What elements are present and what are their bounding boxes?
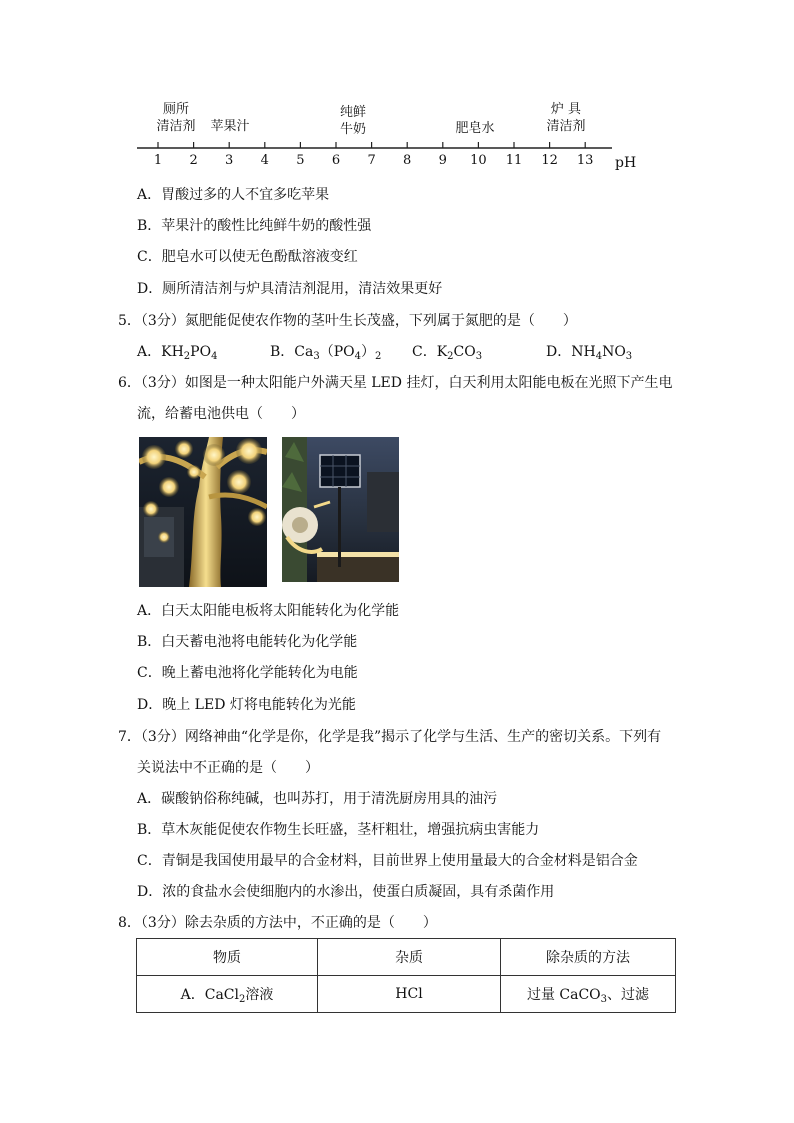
solar-panel-photo [282, 437, 399, 582]
ph-label-line: 苹果汁 [210, 119, 250, 134]
formula-sub: 3 [313, 351, 320, 362]
q4-option-c: C．肥皂水可以使无色酚酞溶液变红 [137, 249, 358, 265]
q7-option-a: A．碳酸钠俗称纯碱，也叫苏打，用于清洗厨房用具的油污 [137, 791, 498, 807]
ph-label-line: 清洁剂 [546, 119, 586, 134]
q5-option-a [137, 342, 217, 367]
ph-label-line: 牛奶 [339, 122, 367, 137]
q6-stem-line2: 流，给蓄电池供电（ ） [137, 406, 305, 422]
ph-label-line: 炉 具 [550, 102, 582, 117]
formula-part: ） [361, 344, 376, 360]
formula-sub: 2 [238, 993, 246, 1005]
q4-option-b: B．苹果汁的酸性比纯鲜牛奶的酸性强 [137, 218, 372, 234]
q7-stem-line1: 7．（3分）网络神曲“化学是你，化学是我”揭示了化学与生活、生产的密切关系。下列有 [118, 729, 662, 745]
q6-option-c: C．晚上蓄电池将化学能转化为电能 [137, 665, 358, 681]
q6-stem-line1: 6．（3分）如图是一种太阳能户外满天星 LED 挂灯，白天利用太阳能电板在光照下产生电 [118, 375, 673, 391]
formula-part: 、过滤 [607, 986, 650, 1003]
formula-sub: 4 [595, 351, 603, 362]
ph-tick-label: 1 [153, 153, 163, 168]
formula-sub: 3 [625, 351, 633, 362]
formula-part: 溶液 [245, 986, 274, 1003]
table-row [137, 976, 676, 1013]
q5-option-c [412, 342, 482, 367]
q7-option-c: C．青铜是我国使用最早的合金材料，目前世界上使用量最大的合金材料是铝合金 [137, 853, 638, 869]
formula-sub: 2 [183, 351, 191, 362]
ph-axis-label: pH [615, 155, 637, 171]
ph-axis [0, 0, 794, 180]
ph-tick-label: 2 [189, 153, 198, 168]
q5-option-b [270, 342, 381, 367]
formula-sub: 4 [211, 351, 218, 362]
formula-part: C．K [412, 344, 448, 360]
ph-tick-label: 10 [470, 153, 487, 168]
ph-tick-label: 6 [331, 153, 341, 168]
ph-tick-label: 11 [505, 153, 523, 168]
formula-part: （PO [319, 344, 355, 360]
cell-substance [137, 976, 318, 1013]
q7-option-b: B．草木灰能促使农作物生长旺盛，茎杆粗壮，增强抗病虫害能力 [137, 822, 540, 838]
cell-impurity: HCl [318, 976, 501, 1013]
ph-label-line: 清洁剂 [156, 119, 196, 134]
formula-sub: 2 [447, 351, 454, 362]
q8-stem: 8．（3分）除去杂质的方法中，不正确的是（ ） [118, 915, 437, 931]
formula-sub: 3 [600, 993, 608, 1005]
ph-tick-label: 13 [576, 153, 594, 168]
formula-part: A．KH [137, 344, 184, 360]
header-impurity: 杂质 [318, 939, 501, 976]
formula-part: A．CaCl [180, 986, 239, 1003]
solar-panel-image [282, 437, 399, 582]
ph-label-line: 纯鲜 [339, 105, 367, 120]
cell-method [501, 976, 676, 1013]
formula-part: NO [602, 344, 626, 360]
tree-lights-photo [139, 437, 267, 587]
formula-part: B．Ca [270, 344, 314, 360]
q5-option-d [546, 342, 632, 367]
q7-option-d: D．浓的食盐水会使细胞内的水渗出，使蛋白质凝固，具有杀菌作用 [137, 884, 555, 900]
formula-part: 过量 CaCO [526, 986, 601, 1003]
q4-option-d: D．厕所清洁剂与炉具清洁剂混用，清洁效果更好 [137, 281, 443, 297]
header-substance: 物质 [137, 939, 318, 976]
formula-sub: 4 [354, 351, 362, 362]
ph-label-line: 厕所 [162, 102, 190, 117]
formula-sub: 3 [475, 351, 483, 362]
q4-option-a: A．胃酸过多的人不宜多吃苹果 [137, 187, 330, 203]
tree-lights-image [139, 437, 267, 587]
ph-tick-label: 12 [541, 153, 558, 168]
formula-sub: 2 [375, 351, 382, 362]
q7-stem-line2: 关说法中不正确的是（ ） [137, 760, 319, 776]
formula-part: PO [190, 344, 212, 360]
q6-option-b: B．白天蓄电池将电能转化为化学能 [137, 634, 358, 650]
header-method: 除杂质的方法 [501, 939, 676, 976]
q6-option-d: D．晚上 LED 灯将电能转化为光能 [137, 697, 356, 713]
ph-tick-label: 4 [260, 153, 269, 168]
table-header-row [137, 939, 676, 976]
q8-table [136, 938, 676, 1013]
ph-tick-label: 8 [403, 153, 412, 168]
q5-stem: 5．（3分）氮肥能促使农作物的茎叶生长茂盛，下列属于氮肥的是（ ） [118, 313, 577, 329]
ph-label-line: 肥皂水 [455, 121, 495, 136]
ph-tick-label: 7 [367, 153, 376, 168]
q6-option-a: A．白天太阳能电板将太阳能转化为化学能 [137, 603, 400, 619]
formula-part: CO [453, 344, 476, 360]
ph-tick-label: 5 [296, 153, 305, 168]
formula-part: D．NH [546, 344, 596, 360]
ph-tick-label: 3 [225, 153, 234, 168]
ph-tick-label: 9 [438, 153, 447, 168]
